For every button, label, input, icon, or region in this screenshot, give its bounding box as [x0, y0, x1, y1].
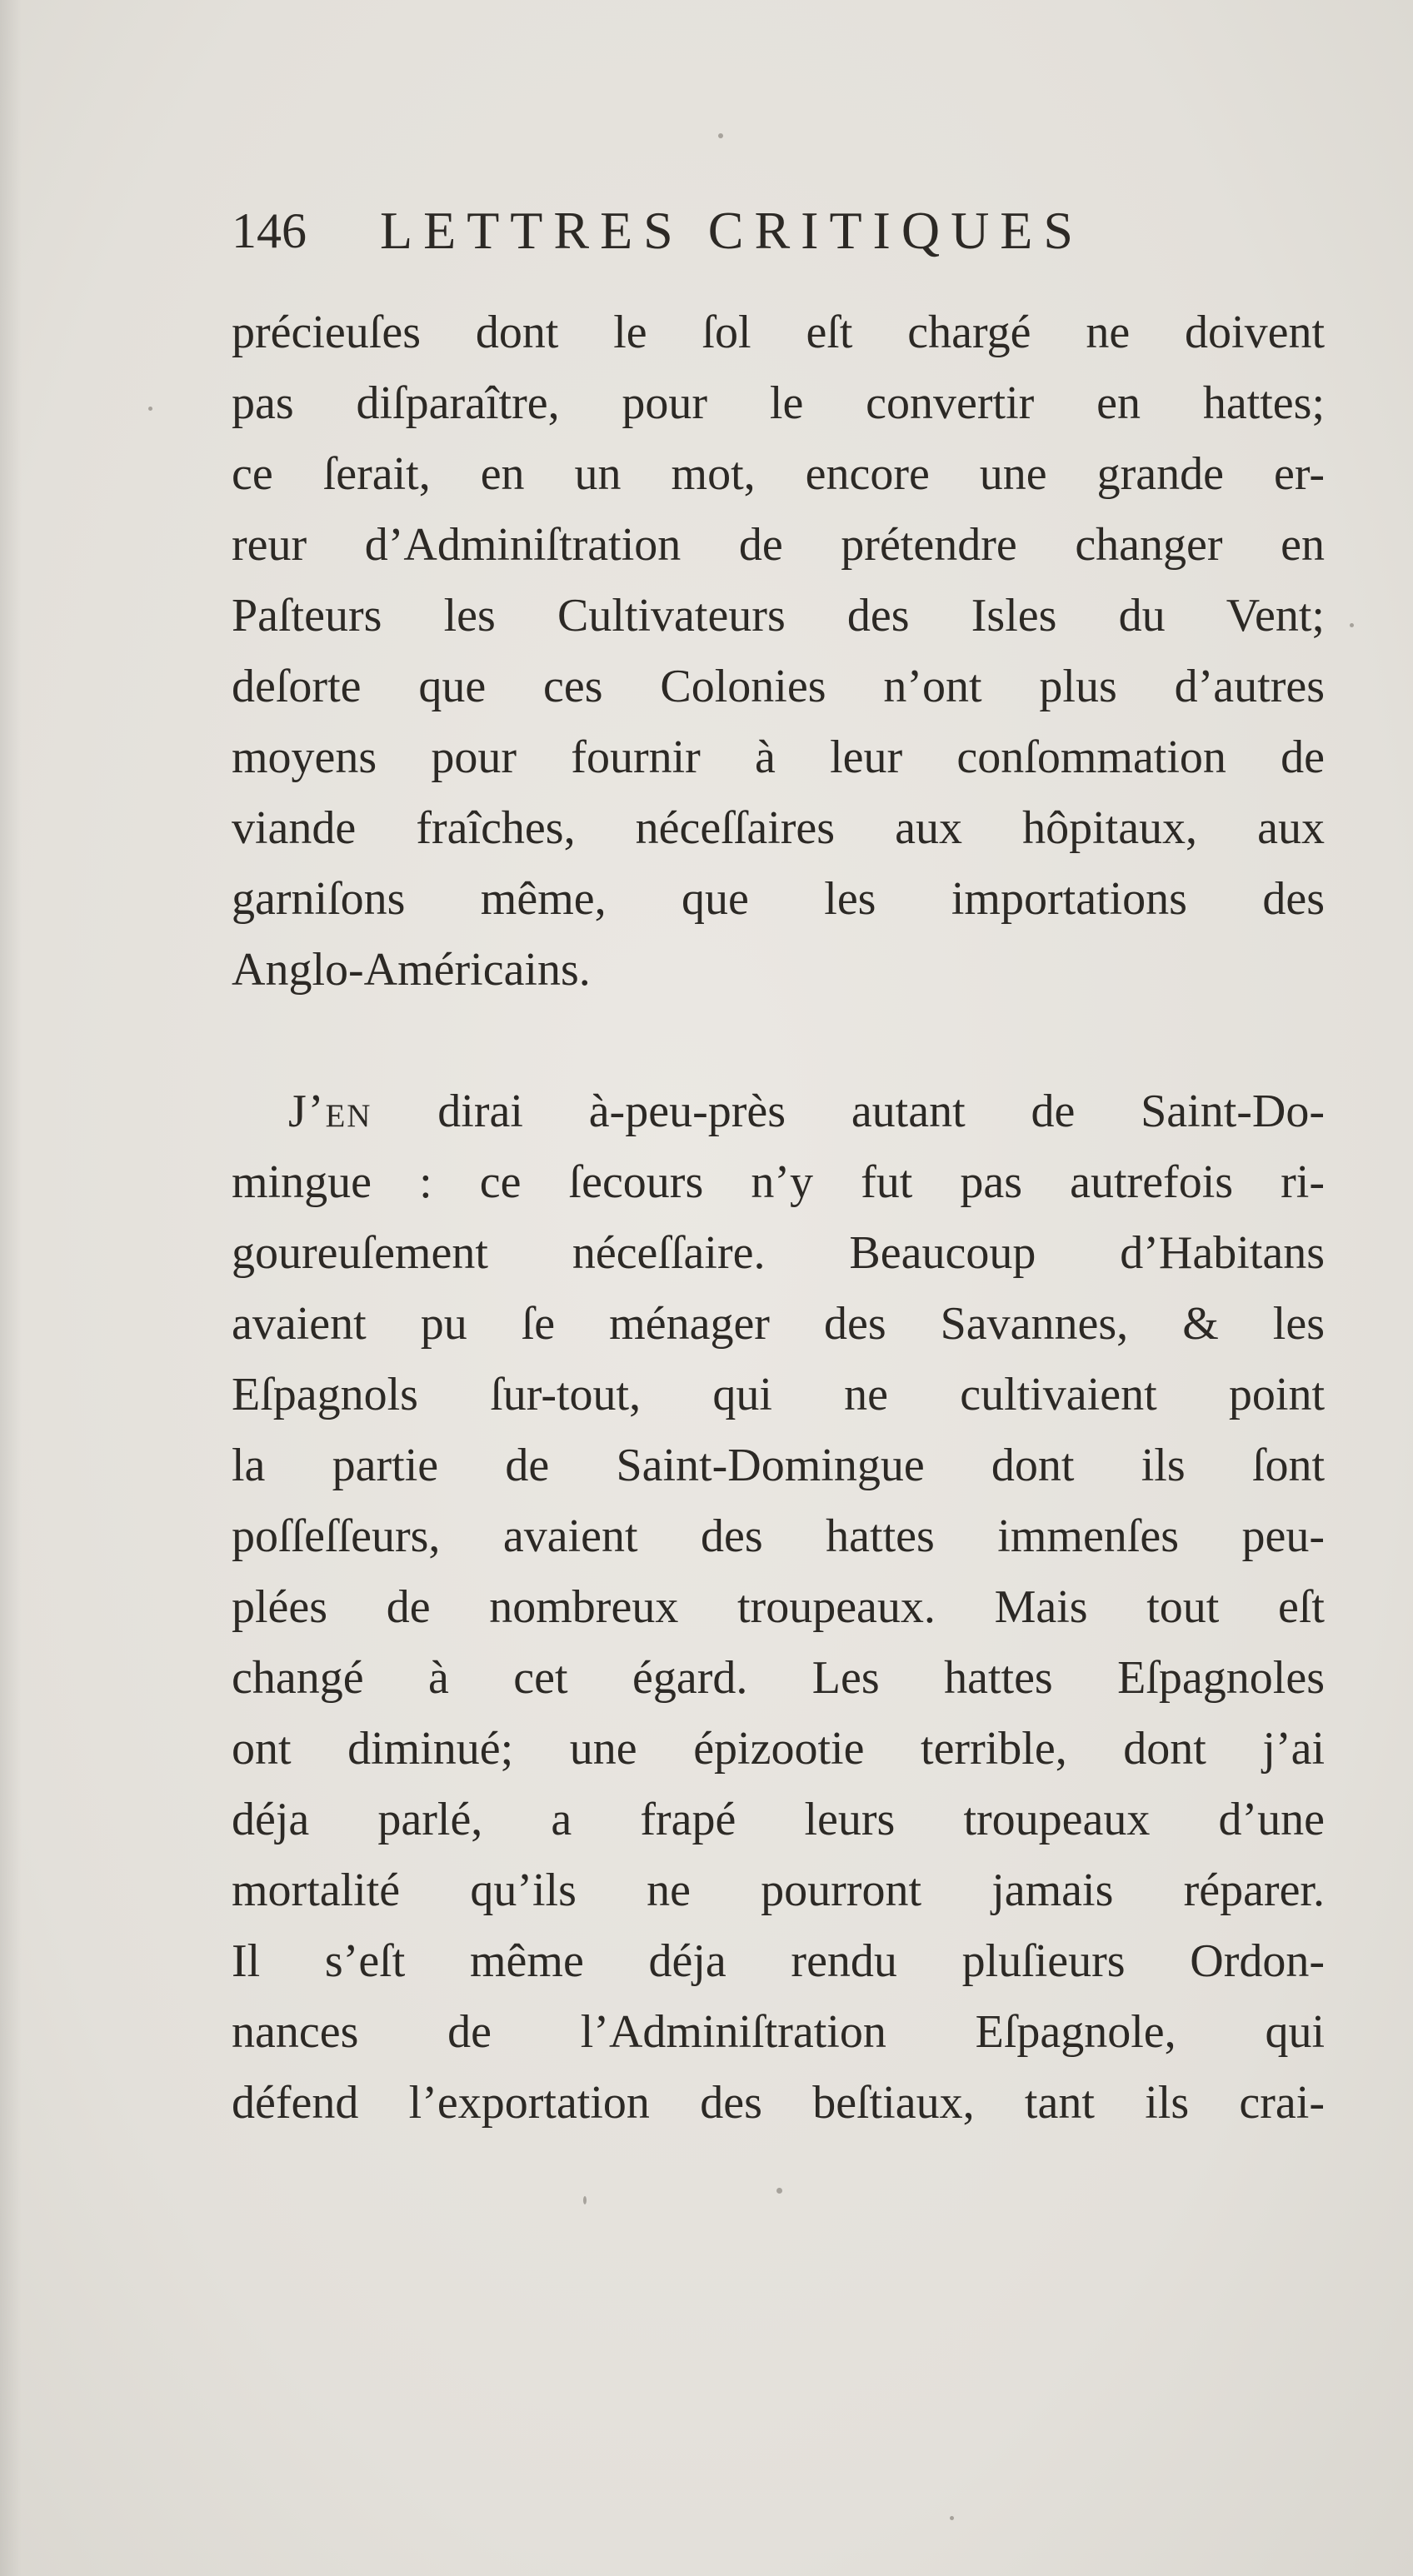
- text-line: deſorte que ces Colonies n’ont plus d’autres: [232, 661, 1325, 712]
- text-line: pas diſparaître, pour le convertir en hattes;: [232, 377, 1325, 429]
- text-line: ce ſerait, en un mot, encore une grande er-: [232, 448, 1325, 500]
- text-line-first: [232, 1076, 1325, 1147]
- first-line-text: dirai à-peu-près autant de Saint-Do-: [437, 1086, 1326, 1137]
- text-line: plées de nombreux troupeaux. Mais tout eſt: [232, 1581, 1325, 1633]
- text-line: moyens pour fournir à leur conſommation de: [232, 731, 1325, 783]
- paper-speck: [148, 407, 152, 411]
- text-line: mingue : ce ſecours n’y fut pas autrefois ri-: [232, 1156, 1325, 1208]
- text-line: ont diminué; une épizootie terrible, dont j’ai: [232, 1723, 1325, 1775]
- paragraph-1: [232, 297, 1325, 1006]
- text-line: défend l’exportation des beſtiaux, tant ils crai-: [232, 2077, 1325, 2129]
- text-line: Paſteurs les Cultivateurs des Isles du Vent;: [232, 590, 1325, 642]
- paper-speck: [583, 2196, 587, 2204]
- text-line: Eſpagnols ſur-tout, qui ne cultivaient point: [232, 1369, 1325, 1420]
- text-line: déja parlé, a frapé leurs troupeaux d’une: [232, 1794, 1325, 1845]
- page-number: 146: [232, 203, 307, 258]
- paragraph-2: [232, 1076, 1325, 2139]
- text-line: la partie de Saint-Domingue dont ils ſont: [232, 1440, 1325, 1491]
- text-line: Il s’eſt même déja rendu pluſieurs Ordon-: [232, 1935, 1325, 1987]
- running-header: [232, 193, 1340, 268]
- text-line: viande fraîches, néceſſaires aux hôpitaux, aux: [232, 802, 1325, 854]
- paper-speck: [776, 2188, 782, 2194]
- paper-speck: [718, 133, 723, 138]
- text-line: poſſeſſeurs, avaient des hattes immenſes peu-: [232, 1510, 1325, 1562]
- drop-word: J’en: [288, 1086, 372, 1137]
- paper-speck: [1350, 623, 1354, 627]
- running-title: LETTRES CRITIQUES: [380, 201, 1084, 260]
- text-line: garniſons même, que les importations des: [232, 873, 1325, 925]
- text-line: Anglo-Américains.: [232, 944, 591, 996]
- text-line: reur d’Adminiſtration de prétendre changer en: [232, 519, 1325, 571]
- text-line: nances de l’Adminiſtration Eſpagnole, qui: [232, 2006, 1325, 2058]
- text-line: changé à cet égard. Les hattes Eſpagnoles: [232, 1652, 1325, 1704]
- text-line: avaient pu ſe ménager des Savannes, & les: [232, 1298, 1325, 1350]
- text-line: précieuſes dont le ſol eſt chargé ne doivent: [232, 307, 1325, 358]
- text-line: goureuſement néceſſaire. Beaucoup d’Habitans: [232, 1227, 1325, 1279]
- text-line: mortalité qu’ils ne pourront jamais réparer.: [232, 1865, 1325, 1916]
- paper-speck: [950, 2516, 954, 2520]
- page-gutter-shadow: [0, 0, 22, 2576]
